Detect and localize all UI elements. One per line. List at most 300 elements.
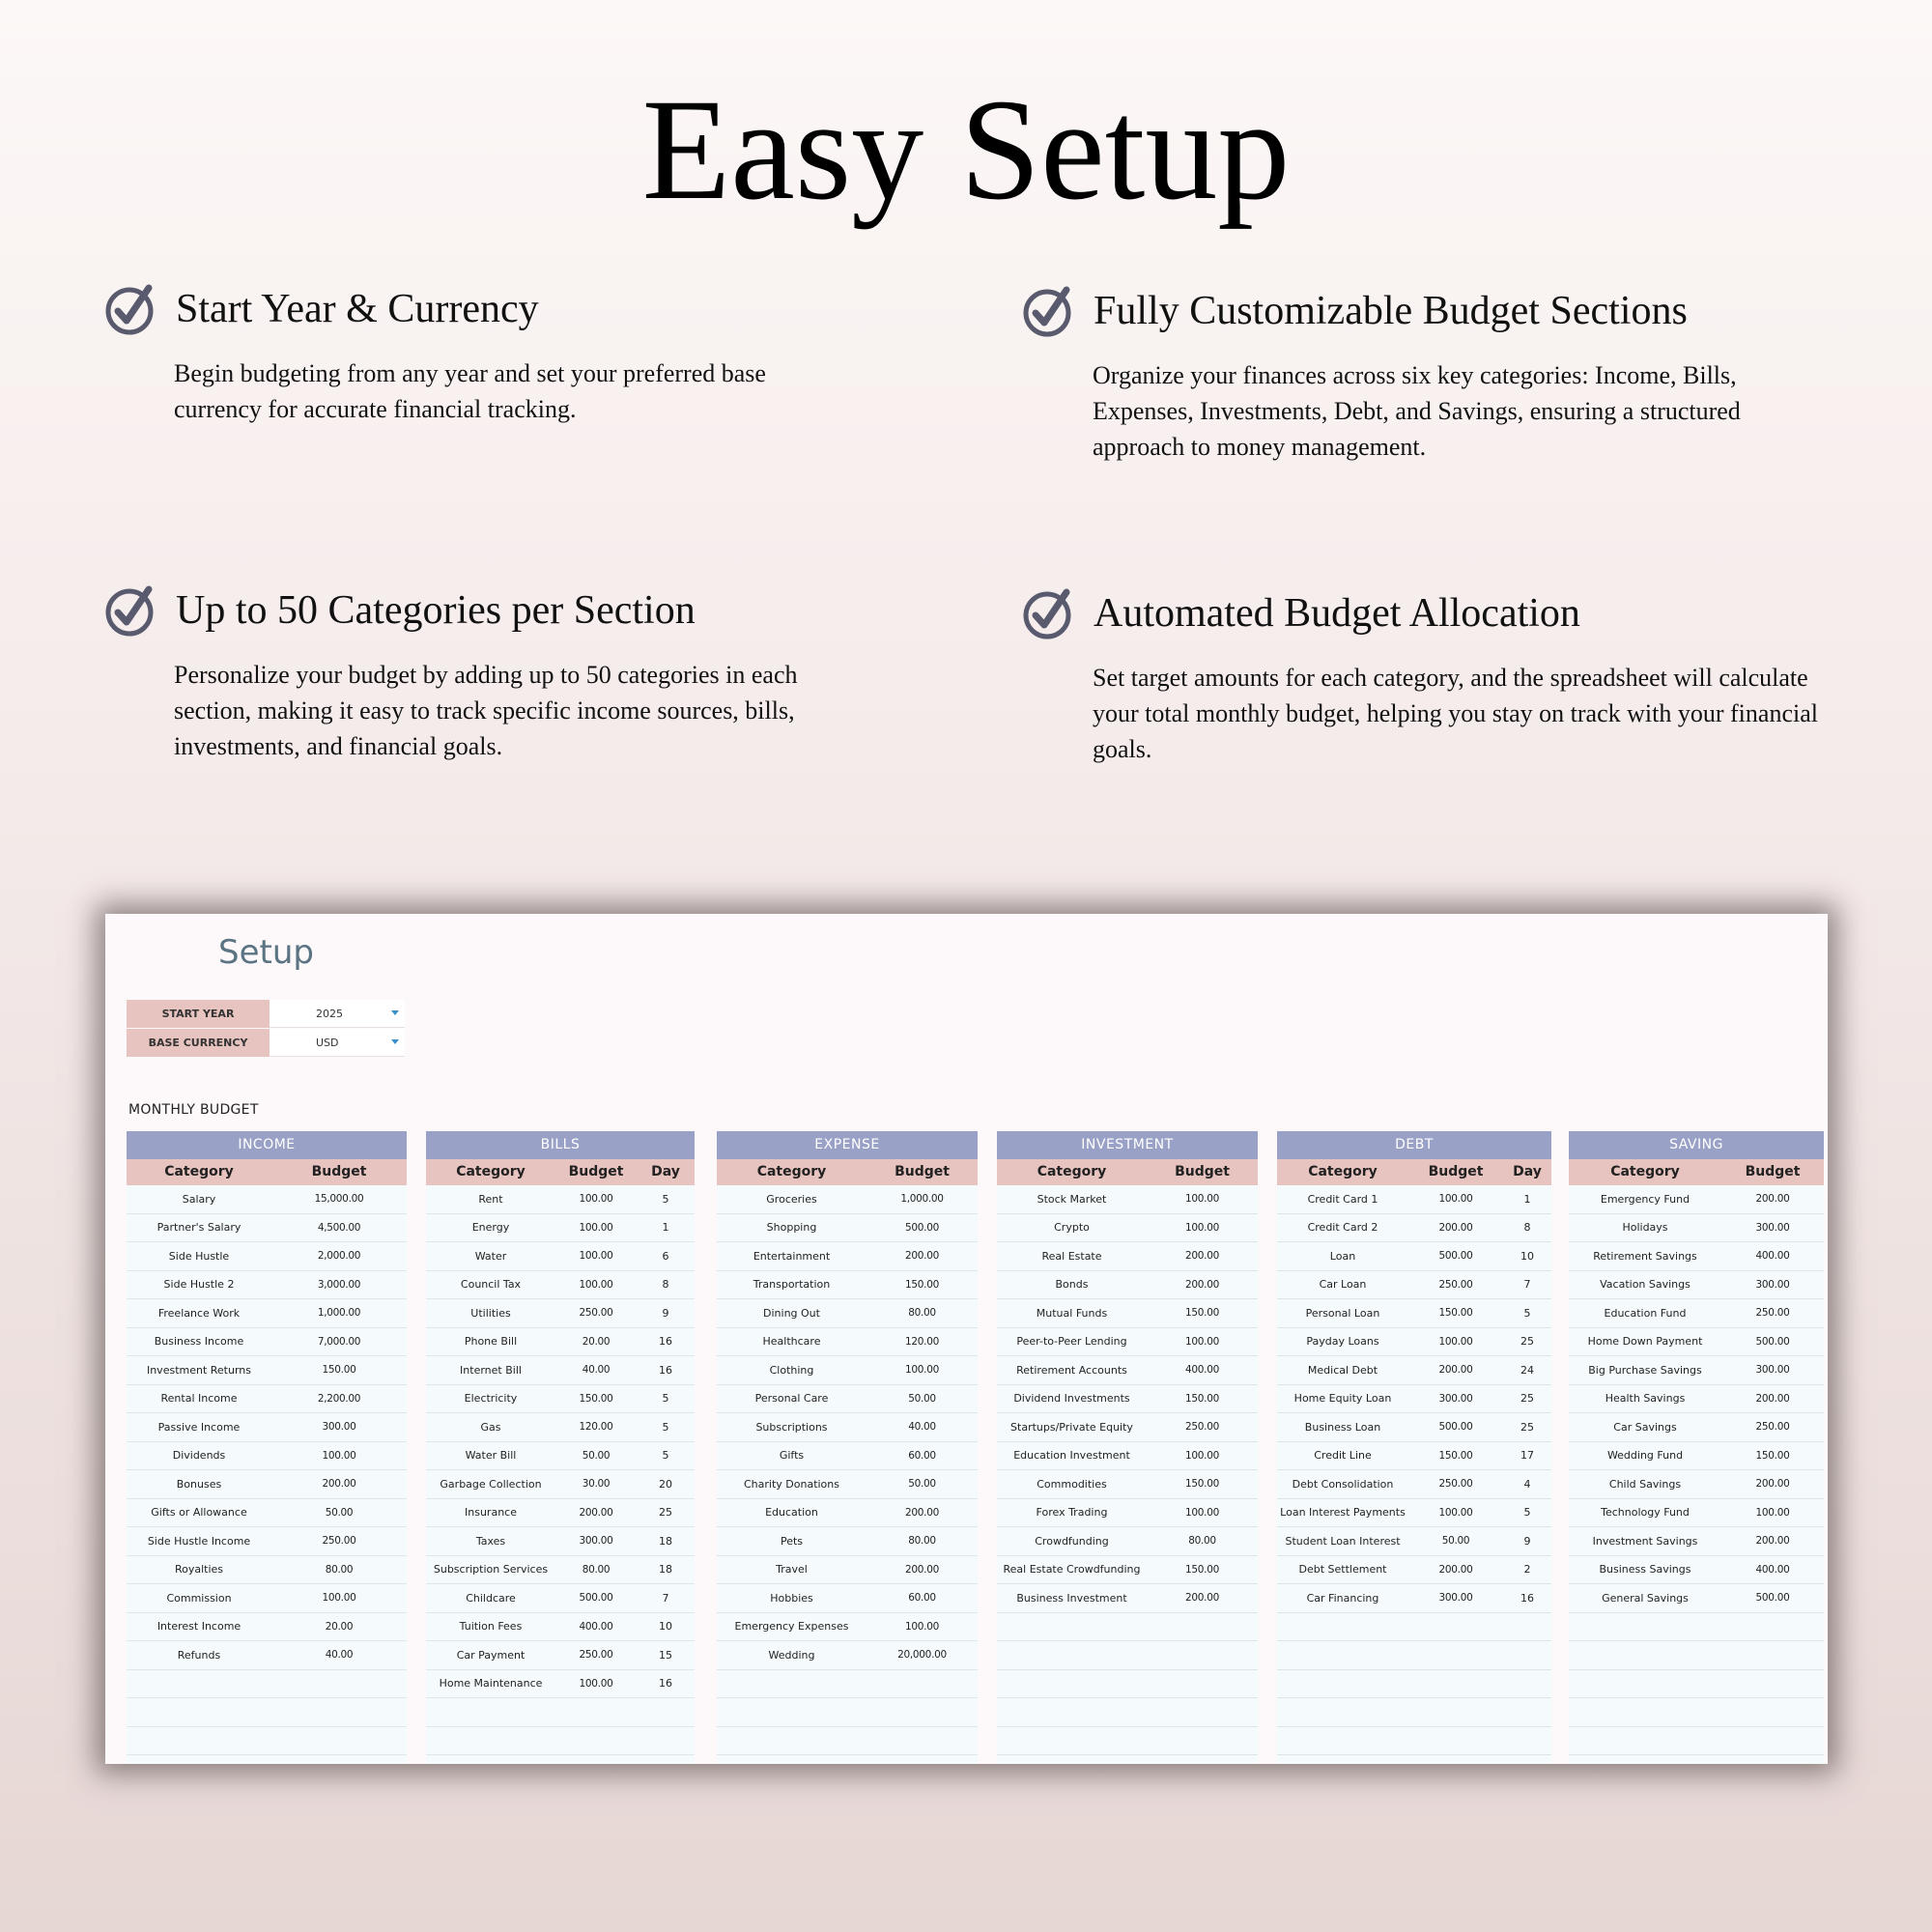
table-row[interactable] (717, 1698, 978, 1727)
cell-category[interactable]: Forex Trading (1036, 1506, 1108, 1520)
table-row[interactable] (717, 1670, 978, 1699)
table-row[interactable] (127, 1727, 407, 1756)
start-year-dropdown[interactable] (270, 1000, 405, 1028)
table-row[interactable] (997, 1385, 1258, 1414)
cell-category[interactable]: Emergency Fund (1600, 1192, 1690, 1206)
cell-budget[interactable]: 80.00 (908, 1307, 936, 1320)
cell-budget[interactable]: 100.00 (905, 1364, 939, 1377)
cell-category[interactable]: Car Loan (1319, 1278, 1367, 1292)
cell-category[interactable]: Real Estate (1041, 1249, 1102, 1263)
cell-day[interactable]: 24 (1520, 1363, 1534, 1377)
table-row[interactable] (127, 1556, 407, 1585)
cell-budget[interactable]: 300.00 (579, 1535, 613, 1548)
cell-budget[interactable]: 100.00 (322, 1592, 356, 1605)
cell-budget[interactable]: 200.00 (905, 1563, 939, 1576)
table-row[interactable] (997, 1584, 1258, 1613)
cell-day[interactable]: 25 (659, 1506, 672, 1520)
table-row[interactable] (426, 1356, 695, 1385)
cell-budget[interactable]: 500.00 (905, 1221, 939, 1234)
table-row[interactable] (1277, 1641, 1551, 1670)
table-row[interactable] (1277, 1356, 1551, 1385)
cell-day[interactable]: 16 (659, 1363, 672, 1377)
base-currency-dropdown[interactable] (270, 1029, 405, 1057)
cell-category[interactable]: Debt Consolidation (1292, 1477, 1394, 1491)
cell-category[interactable]: Education Fund (1604, 1306, 1687, 1320)
cell-budget[interactable]: 100.00 (1185, 1506, 1219, 1519)
cell-category[interactable]: Energy (471, 1221, 510, 1235)
cell-day[interactable]: 7 (1523, 1278, 1531, 1292)
cell-budget[interactable]: 20.00 (582, 1335, 611, 1348)
cell-budget[interactable]: 200.00 (1185, 1250, 1219, 1263)
table-row[interactable] (997, 1299, 1258, 1328)
cell-category[interactable]: Commission (166, 1591, 232, 1605)
table-row[interactable] (1569, 1527, 1824, 1556)
cell-budget[interactable]: 100.00 (1438, 1335, 1473, 1348)
cell-budget[interactable]: 200.00 (1438, 1563, 1473, 1576)
cell-category[interactable]: Wedding Fund (1606, 1449, 1684, 1463)
cell-budget[interactable]: 200.00 (1185, 1592, 1219, 1605)
table-row[interactable] (1569, 1356, 1824, 1385)
cell-budget[interactable]: 200.00 (322, 1478, 356, 1491)
table-row[interactable] (426, 1214, 695, 1243)
table-row[interactable] (1277, 1328, 1551, 1357)
cell-category[interactable]: Wedding (768, 1648, 815, 1662)
table-row[interactable] (127, 1271, 407, 1300)
cell-budget[interactable]: 100.00 (322, 1449, 356, 1462)
cell-budget[interactable]: 7,000.00 (317, 1335, 361, 1348)
table-row[interactable] (997, 1499, 1258, 1528)
table-row[interactable] (1569, 1299, 1824, 1328)
table-row[interactable] (127, 1470, 407, 1499)
table-row[interactable] (1277, 1185, 1551, 1214)
cell-category[interactable]: Home Equity Loan (1293, 1392, 1392, 1406)
cell-budget[interactable]: 200.00 (1755, 1478, 1790, 1491)
cell-day[interactable]: 17 (1520, 1449, 1534, 1463)
table-row[interactable] (717, 1385, 978, 1414)
cell-category[interactable]: Subscriptions (755, 1420, 828, 1434)
cell-category[interactable]: Vacation Savings (1600, 1278, 1690, 1292)
cell-budget[interactable]: 200.00 (1185, 1278, 1219, 1291)
cell-category[interactable]: Water Bill (465, 1449, 517, 1463)
table-row[interactable] (717, 1413, 978, 1442)
cell-budget[interactable]: 150.00 (1438, 1449, 1473, 1462)
table-row[interactable] (717, 1584, 978, 1613)
cell-budget[interactable]: 2,200.00 (317, 1392, 361, 1405)
cell-category[interactable]: Investment Savings (1592, 1534, 1698, 1548)
cell-day[interactable]: 10 (1520, 1249, 1534, 1263)
cell-category[interactable]: Emergency Expenses (734, 1620, 849, 1634)
cell-category[interactable]: Partner's Salary (156, 1221, 242, 1235)
table-row[interactable] (426, 1185, 695, 1214)
table-row[interactable] (717, 1328, 978, 1357)
table-row[interactable] (127, 1185, 407, 1214)
table-row[interactable] (997, 1413, 1258, 1442)
cell-budget[interactable]: 300.00 (1755, 1278, 1790, 1291)
cell-category[interactable]: Bonds (1055, 1278, 1089, 1292)
cell-category[interactable]: Retirement Accounts (1016, 1363, 1127, 1377)
table-row[interactable] (717, 1527, 978, 1556)
table-row[interactable] (1277, 1499, 1551, 1528)
cell-budget[interactable]: 40.00 (908, 1421, 936, 1434)
cell-budget[interactable]: 100.00 (579, 1278, 613, 1291)
cell-day[interactable]: 10 (659, 1620, 672, 1634)
cell-category[interactable]: Debt Settlement (1298, 1563, 1387, 1577)
cell-category[interactable]: Utilities (470, 1306, 511, 1320)
cell-category[interactable]: Internet Bill (460, 1363, 522, 1377)
table-row[interactable] (1569, 1670, 1824, 1699)
cell-category[interactable]: Groceries (766, 1192, 817, 1206)
cell-budget[interactable]: 40.00 (325, 1649, 354, 1662)
cell-category[interactable]: Stock Market (1037, 1192, 1107, 1206)
cell-category[interactable]: Child Savings (1608, 1477, 1682, 1491)
cell-day[interactable]: 18 (659, 1534, 672, 1548)
cell-day[interactable]: 25 (1520, 1420, 1534, 1434)
cell-budget[interactable]: 1,000.00 (900, 1193, 944, 1206)
cell-budget[interactable]: 50.00 (582, 1449, 611, 1462)
table-row[interactable] (426, 1527, 695, 1556)
cell-budget[interactable]: 400.00 (1755, 1250, 1790, 1263)
cell-category[interactable]: Freelance Work (157, 1306, 241, 1320)
cell-category[interactable]: Business Income (154, 1335, 244, 1349)
table-row[interactable] (717, 1641, 978, 1670)
table-row[interactable] (127, 1613, 407, 1642)
cell-day[interactable]: 25 (1520, 1392, 1534, 1406)
cell-budget[interactable]: 200.00 (579, 1506, 613, 1519)
table-row[interactable] (1569, 1727, 1824, 1756)
table-row[interactable] (1569, 1641, 1824, 1670)
cell-category[interactable]: Startups/Private Equity (1010, 1420, 1133, 1434)
cell-budget[interactable]: 250.00 (1755, 1421, 1790, 1434)
cell-budget[interactable]: 100.00 (1185, 1193, 1219, 1206)
cell-day[interactable]: 1 (662, 1221, 669, 1235)
table-row[interactable] (127, 1755, 407, 1764)
cell-budget[interactable]: 200.00 (1755, 1392, 1790, 1405)
cell-budget[interactable]: 150.00 (1185, 1307, 1219, 1320)
cell-budget[interactable]: 150.00 (579, 1392, 613, 1405)
cell-budget[interactable]: 200.00 (1438, 1364, 1473, 1377)
cell-budget[interactable]: 200.00 (1755, 1193, 1790, 1206)
cell-category[interactable]: Water (474, 1249, 507, 1263)
cell-category[interactable]: Side Hustle Income (147, 1534, 251, 1548)
cell-budget[interactable]: 2,000.00 (317, 1250, 361, 1263)
table-row[interactable] (717, 1356, 978, 1385)
cell-day[interactable]: 9 (662, 1306, 669, 1320)
table-row[interactable] (1569, 1698, 1824, 1727)
cell-category[interactable]: Crypto (1054, 1221, 1090, 1235)
table-row[interactable] (717, 1271, 978, 1300)
cell-category[interactable]: Clothing (769, 1363, 814, 1377)
table-row[interactable] (1569, 1499, 1824, 1528)
cell-budget[interactable]: 100.00 (1755, 1506, 1790, 1519)
cell-category[interactable]: Childcare (466, 1591, 516, 1605)
cell-category[interactable]: Phone Bill (464, 1335, 518, 1349)
cell-day[interactable]: 16 (659, 1335, 672, 1349)
cell-budget[interactable]: 150.00 (1185, 1392, 1219, 1405)
table-row[interactable] (426, 1755, 695, 1764)
cell-budget[interactable]: 100.00 (1185, 1449, 1219, 1462)
cell-budget[interactable]: 80.00 (1188, 1535, 1216, 1548)
cell-category[interactable]: Dividend Investments (1013, 1392, 1130, 1406)
table-row[interactable] (426, 1271, 695, 1300)
cell-category[interactable]: Loan (1329, 1249, 1356, 1263)
cell-category[interactable]: Passive Income (157, 1420, 241, 1434)
table-row[interactable] (717, 1185, 978, 1214)
cell-budget[interactable]: 250.00 (1185, 1421, 1219, 1434)
cell-budget[interactable]: 150.00 (1438, 1307, 1473, 1320)
cell-budget[interactable]: 100.00 (1185, 1335, 1219, 1348)
cell-category[interactable]: Commodities (1037, 1477, 1107, 1491)
cell-budget[interactable]: 200.00 (905, 1506, 939, 1519)
table-row[interactable] (1277, 1442, 1551, 1471)
cell-budget[interactable]: 4,500.00 (317, 1221, 361, 1234)
table-row[interactable] (127, 1413, 407, 1442)
table-row[interactable] (1277, 1242, 1551, 1271)
cell-category[interactable]: Gifts or Allowance (151, 1506, 247, 1520)
table-row[interactable] (127, 1242, 407, 1271)
cell-day[interactable]: 1 (1523, 1192, 1531, 1206)
cell-day[interactable]: 16 (1520, 1591, 1534, 1605)
table-row[interactable] (997, 1328, 1258, 1357)
table-row[interactable] (127, 1328, 407, 1357)
cell-category[interactable]: Tuition Fees (459, 1620, 523, 1634)
cell-category[interactable]: Credit Card 2 (1307, 1221, 1378, 1235)
table-row[interactable] (1277, 1613, 1551, 1642)
cell-budget[interactable]: 50.00 (1441, 1535, 1470, 1548)
cell-budget[interactable]: 50.00 (908, 1478, 936, 1491)
cell-budget[interactable]: 120.00 (579, 1421, 613, 1434)
table-row[interactable] (997, 1242, 1258, 1271)
table-row[interactable] (1277, 1727, 1551, 1756)
cell-budget[interactable]: 500.00 (579, 1592, 613, 1605)
table-row[interactable] (1277, 1556, 1551, 1585)
cell-category[interactable]: Insurance (465, 1506, 517, 1520)
table-row[interactable] (127, 1356, 407, 1385)
table-row[interactable] (717, 1613, 978, 1642)
cell-category[interactable]: Subscription Services (433, 1563, 549, 1577)
cell-category[interactable]: Education (765, 1506, 818, 1520)
cell-budget[interactable]: 120.00 (905, 1335, 939, 1348)
cell-day[interactable]: 6 (662, 1249, 669, 1263)
table-row[interactable] (1569, 1214, 1824, 1243)
cell-category[interactable]: Personal Care (754, 1392, 829, 1406)
table-row[interactable] (997, 1556, 1258, 1585)
cell-category[interactable]: Electricity (464, 1392, 518, 1406)
cell-budget[interactable]: 150.00 (1185, 1563, 1219, 1576)
table-row[interactable] (127, 1698, 407, 1727)
table-row[interactable] (997, 1727, 1258, 1756)
cell-category[interactable]: Interest Income (156, 1620, 242, 1634)
cell-category[interactable]: Home Down Payment (1587, 1335, 1703, 1349)
cell-budget[interactable]: 20,000.00 (897, 1649, 947, 1662)
cell-category[interactable]: Education Investment (1013, 1449, 1130, 1463)
cell-day[interactable]: 5 (662, 1420, 669, 1434)
cell-budget[interactable]: 250.00 (579, 1307, 613, 1320)
cell-day[interactable]: 5 (1523, 1506, 1531, 1520)
table-row[interactable] (426, 1385, 695, 1414)
table-row[interactable] (127, 1584, 407, 1613)
table-row[interactable] (717, 1499, 978, 1528)
cell-budget[interactable]: 150.00 (322, 1364, 356, 1377)
cell-category[interactable]: Car Savings (1613, 1420, 1677, 1434)
cell-budget[interactable]: 100.00 (1438, 1506, 1473, 1519)
cell-budget[interactable]: 250.00 (579, 1649, 613, 1662)
cell-budget[interactable]: 30.00 (582, 1478, 611, 1491)
table-row[interactable] (997, 1442, 1258, 1471)
cell-category[interactable]: Big Purchase Savings (1588, 1363, 1702, 1377)
table-row[interactable] (1277, 1271, 1551, 1300)
cell-budget[interactable]: 500.00 (1438, 1250, 1473, 1263)
table-row[interactable] (127, 1499, 407, 1528)
table-row[interactable] (997, 1214, 1258, 1243)
cell-category[interactable]: Dividends (172, 1449, 226, 1463)
table-row[interactable] (426, 1670, 695, 1699)
cell-category[interactable]: Business Investment (1016, 1591, 1127, 1605)
table-row[interactable] (426, 1584, 695, 1613)
table-row[interactable] (426, 1242, 695, 1271)
cell-day[interactable]: 2 (1523, 1563, 1531, 1577)
cell-budget[interactable]: 400.00 (1185, 1364, 1219, 1377)
cell-day[interactable]: 5 (662, 1392, 669, 1406)
cell-budget[interactable]: 50.00 (325, 1506, 354, 1519)
cell-category[interactable]: Real Estate Crowdfunding (1003, 1563, 1141, 1577)
cell-budget[interactable]: 300.00 (1438, 1392, 1473, 1405)
table-row[interactable] (997, 1470, 1258, 1499)
cell-category[interactable]: Transportation (753, 1278, 831, 1292)
cell-budget[interactable]: 300.00 (322, 1421, 356, 1434)
cell-category[interactable]: Credit Line (1314, 1449, 1372, 1463)
table-row[interactable] (426, 1442, 695, 1471)
table-row[interactable] (127, 1442, 407, 1471)
table-row[interactable] (1277, 1527, 1551, 1556)
table-row[interactable] (717, 1214, 978, 1243)
cell-category[interactable]: Mutual Funds (1036, 1306, 1108, 1320)
table-row[interactable] (997, 1613, 1258, 1642)
cell-budget[interactable]: 150.00 (1185, 1478, 1219, 1491)
cell-category[interactable]: Pets (780, 1534, 804, 1548)
cell-category[interactable]: Car Payment (456, 1648, 526, 1662)
cell-category[interactable]: Council Tax (460, 1278, 522, 1292)
cell-budget[interactable]: 500.00 (1438, 1421, 1473, 1434)
table-row[interactable] (426, 1499, 695, 1528)
table-row[interactable] (1569, 1413, 1824, 1442)
cell-budget[interactable]: 500.00 (1755, 1592, 1790, 1605)
dropdown-caret-icon[interactable] (391, 1010, 399, 1015)
cell-budget[interactable]: 15,000.00 (314, 1193, 364, 1206)
cell-category[interactable]: Personal Loan (1305, 1306, 1380, 1320)
cell-day[interactable]: 8 (1523, 1221, 1531, 1235)
cell-category[interactable]: Healthcare (762, 1335, 821, 1349)
cell-budget[interactable]: 80.00 (582, 1563, 611, 1576)
cell-budget[interactable]: 200.00 (1438, 1221, 1473, 1234)
cell-budget[interactable]: 20.00 (325, 1620, 354, 1633)
table-row[interactable] (1277, 1670, 1551, 1699)
cell-category[interactable]: Side Hustle (168, 1249, 230, 1263)
cell-category[interactable]: Entertainment (753, 1249, 831, 1263)
cell-category[interactable]: Taxes (475, 1534, 506, 1548)
table-row[interactable] (997, 1755, 1258, 1764)
cell-budget[interactable]: 150.00 (1755, 1449, 1790, 1462)
cell-budget[interactable]: 100.00 (905, 1620, 939, 1633)
cell-day[interactable]: 18 (659, 1563, 672, 1577)
cell-category[interactable]: Home Maintenance (439, 1677, 543, 1690)
cell-category[interactable]: Gas (480, 1420, 501, 1434)
cell-category[interactable]: General Savings (1602, 1591, 1689, 1605)
cell-day[interactable]: 5 (662, 1449, 669, 1463)
cell-category[interactable]: Retirement Savings (1593, 1249, 1697, 1263)
table-row[interactable] (1277, 1584, 1551, 1613)
cell-day[interactable]: 20 (659, 1477, 672, 1491)
cell-category[interactable]: Rental Income (160, 1392, 238, 1406)
cell-category[interactable]: Refunds (177, 1648, 221, 1662)
table-row[interactable] (717, 1442, 978, 1471)
table-row[interactable] (1569, 1385, 1824, 1414)
cell-budget[interactable]: 250.00 (1755, 1307, 1790, 1320)
table-row[interactable] (997, 1527, 1258, 1556)
dropdown-caret-icon[interactable] (391, 1039, 399, 1044)
cell-day[interactable]: 9 (1523, 1534, 1531, 1548)
cell-day[interactable]: 8 (662, 1278, 669, 1292)
cell-day[interactable]: 25 (1520, 1335, 1534, 1349)
table-row[interactable] (997, 1670, 1258, 1699)
cell-category[interactable]: Side Hustle 2 (163, 1278, 235, 1292)
cell-category[interactable]: Crowdfunding (1035, 1534, 1109, 1548)
table-row[interactable] (1569, 1556, 1824, 1585)
cell-budget[interactable]: 250.00 (1438, 1278, 1473, 1291)
cell-category[interactable]: Business Loan (1304, 1420, 1381, 1434)
cell-day[interactable]: 16 (659, 1677, 672, 1690)
cell-budget[interactable]: 250.00 (322, 1535, 356, 1548)
table-row[interactable] (1569, 1755, 1824, 1764)
cell-budget[interactable]: 3,000.00 (317, 1278, 361, 1291)
cell-day[interactable]: 15 (659, 1648, 672, 1662)
table-row[interactable] (997, 1641, 1258, 1670)
table-row[interactable] (1277, 1413, 1551, 1442)
cell-category[interactable]: Business Savings (1599, 1563, 1691, 1577)
table-row[interactable] (426, 1328, 695, 1357)
cell-day[interactable]: 5 (1523, 1306, 1531, 1320)
cell-budget[interactable]: 60.00 (908, 1449, 936, 1462)
cell-category[interactable]: Hobbies (770, 1591, 813, 1605)
cell-category[interactable]: Salary (182, 1192, 216, 1206)
cell-category[interactable]: Gifts (779, 1449, 805, 1463)
table-row[interactable] (997, 1185, 1258, 1214)
cell-category[interactable]: Car Financing (1306, 1591, 1379, 1605)
cell-day[interactable]: 7 (662, 1591, 669, 1605)
table-row[interactable] (997, 1356, 1258, 1385)
cell-budget[interactable]: 400.00 (579, 1620, 613, 1633)
table-row[interactable] (426, 1470, 695, 1499)
cell-budget[interactable]: 400.00 (1755, 1563, 1790, 1576)
table-row[interactable] (1569, 1442, 1824, 1471)
table-row[interactable] (1569, 1271, 1824, 1300)
cell-budget[interactable]: 80.00 (908, 1535, 936, 1548)
table-row[interactable] (1277, 1470, 1551, 1499)
cell-category[interactable]: Dining Out (763, 1306, 820, 1320)
table-row[interactable] (717, 1299, 978, 1328)
table-row[interactable] (1569, 1242, 1824, 1271)
table-row[interactable] (717, 1470, 978, 1499)
table-row[interactable] (1277, 1299, 1551, 1328)
cell-category[interactable]: Payday Loans (1306, 1335, 1379, 1349)
table-row[interactable] (717, 1727, 978, 1756)
table-row[interactable] (1277, 1385, 1551, 1414)
cell-day[interactable]: 4 (1523, 1477, 1531, 1491)
cell-budget[interactable]: 80.00 (325, 1563, 354, 1576)
cell-budget[interactable]: 250.00 (1438, 1478, 1473, 1491)
table-row[interactable] (1569, 1584, 1824, 1613)
table-row[interactable] (426, 1698, 695, 1727)
cell-category[interactable]: Peer-to-Peer Lending (1016, 1335, 1127, 1349)
